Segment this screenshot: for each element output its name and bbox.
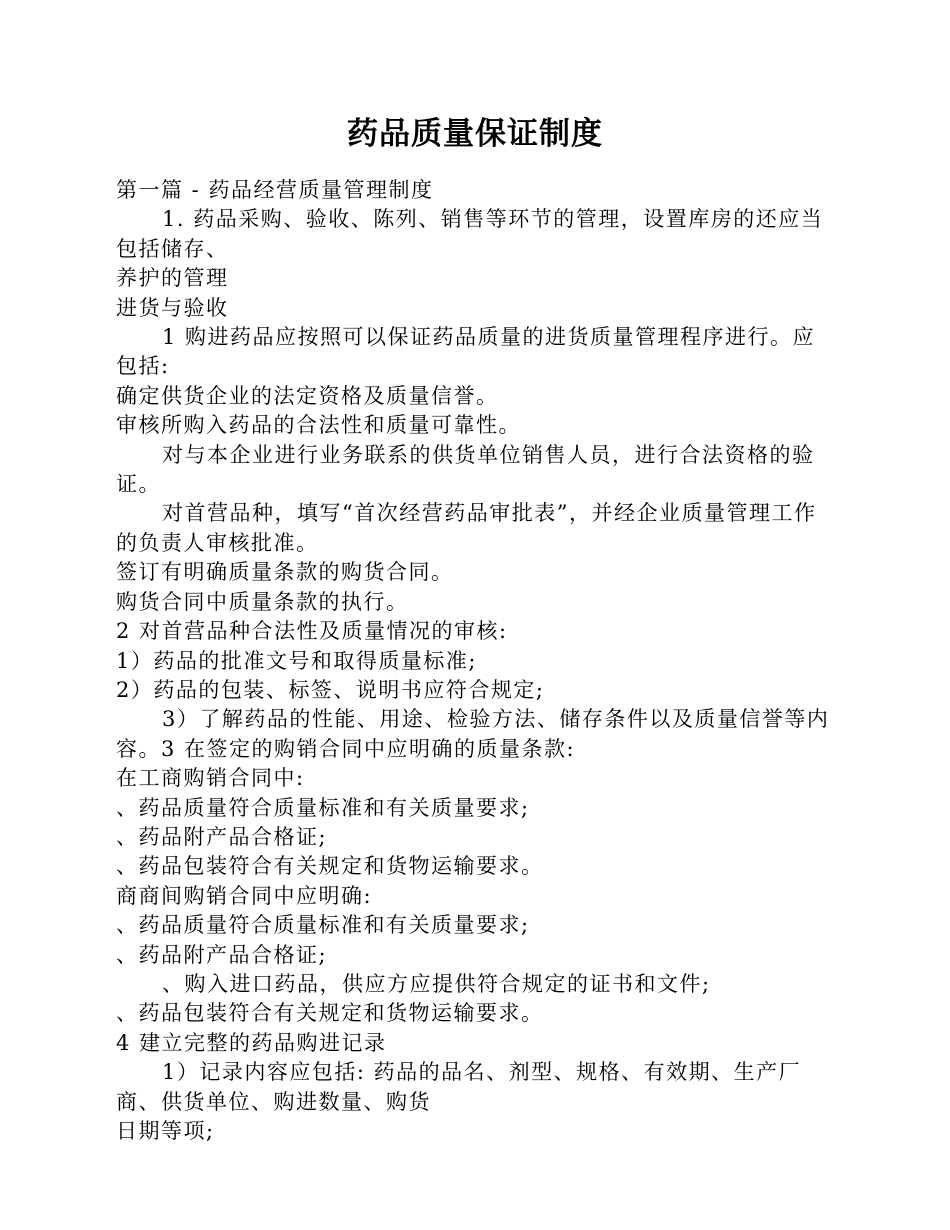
paragraph: 第一篇 - 药品经营质量管理制度	[116, 178, 434, 202]
paragraph: 审核所购入药品的合法性和质量可靠性。	[116, 413, 521, 438]
paragraph: 、药品包装符合有关规定和货物运输要求。	[116, 854, 544, 879]
paragraph: 、药品附产品合格证;	[116, 824, 328, 849]
paragraph: 养护的管理	[116, 266, 229, 291]
paragraph: 在工商购销合同中:	[116, 766, 305, 791]
paragraph: 、药品附产品合格证;	[116, 942, 328, 967]
document-body	[116, 176, 836, 1146]
paragraph: 1）记录内容应包括: 药品的品名、剂型、规格、有效期、生产厂商、供货单位、购进数量、购货	[116, 1060, 802, 1114]
paragraph: 购货合同中质量条款的执行。	[116, 589, 409, 614]
paragraph: 商商间购销合同中应明确:	[116, 883, 373, 908]
paragraph: 确定供货企业的法定资格及质量信誉。	[116, 383, 499, 408]
paragraph: 日期等项;	[116, 1119, 215, 1143]
paragraph: 、药品质量符合质量标准和有关质量要求;	[116, 913, 530, 938]
paragraph: 签订有明确质量条款的购货合同。	[116, 560, 454, 585]
paragraph: 1）药品的批准文号和取得质量标准;	[116, 648, 477, 673]
paragraph: 3）了解药品的性能、用途、检验方法、储存条件以及质量信誉等内容。3 在签定的购销合同中应明确的质量条款:	[116, 707, 830, 761]
paragraph: 对与本企业进行业务联系的供货单位销售人员，进行合法资格的验证。	[116, 442, 815, 497]
document-title: 药品质量保证制度	[347, 116, 603, 152]
paragraph: 2）药品的包装、标签、说明书应符合规定;	[116, 677, 545, 702]
paragraph: 1. 药品采购、验收、陈列、销售等环节的管理，设置库房的还应当包括储存、	[116, 207, 824, 261]
paragraph: 、购入进口药品，供应方应提供符合规定的证书和文件;	[162, 971, 711, 996]
paragraph: 4 建立完整的药品购进记录	[116, 1030, 387, 1055]
paragraph: 1 购进药品应按照可以保证药品质量的进货质量管理程序进行。应包括:	[116, 325, 816, 379]
paragraph: 进货与验收	[116, 295, 229, 320]
paragraph: 、药品包装符合有关规定和货物运输要求。	[116, 1001, 544, 1026]
paragraph: 2 对首营品种合法性及质量情况的审核:	[116, 619, 508, 644]
paragraph: 对首营品种，填写“首次经营药品审批表”，并经企业质量管理工作的负责人审核批准。	[116, 501, 817, 555]
paragraph: 、药品质量符合质量标准和有关质量要求;	[116, 795, 530, 820]
